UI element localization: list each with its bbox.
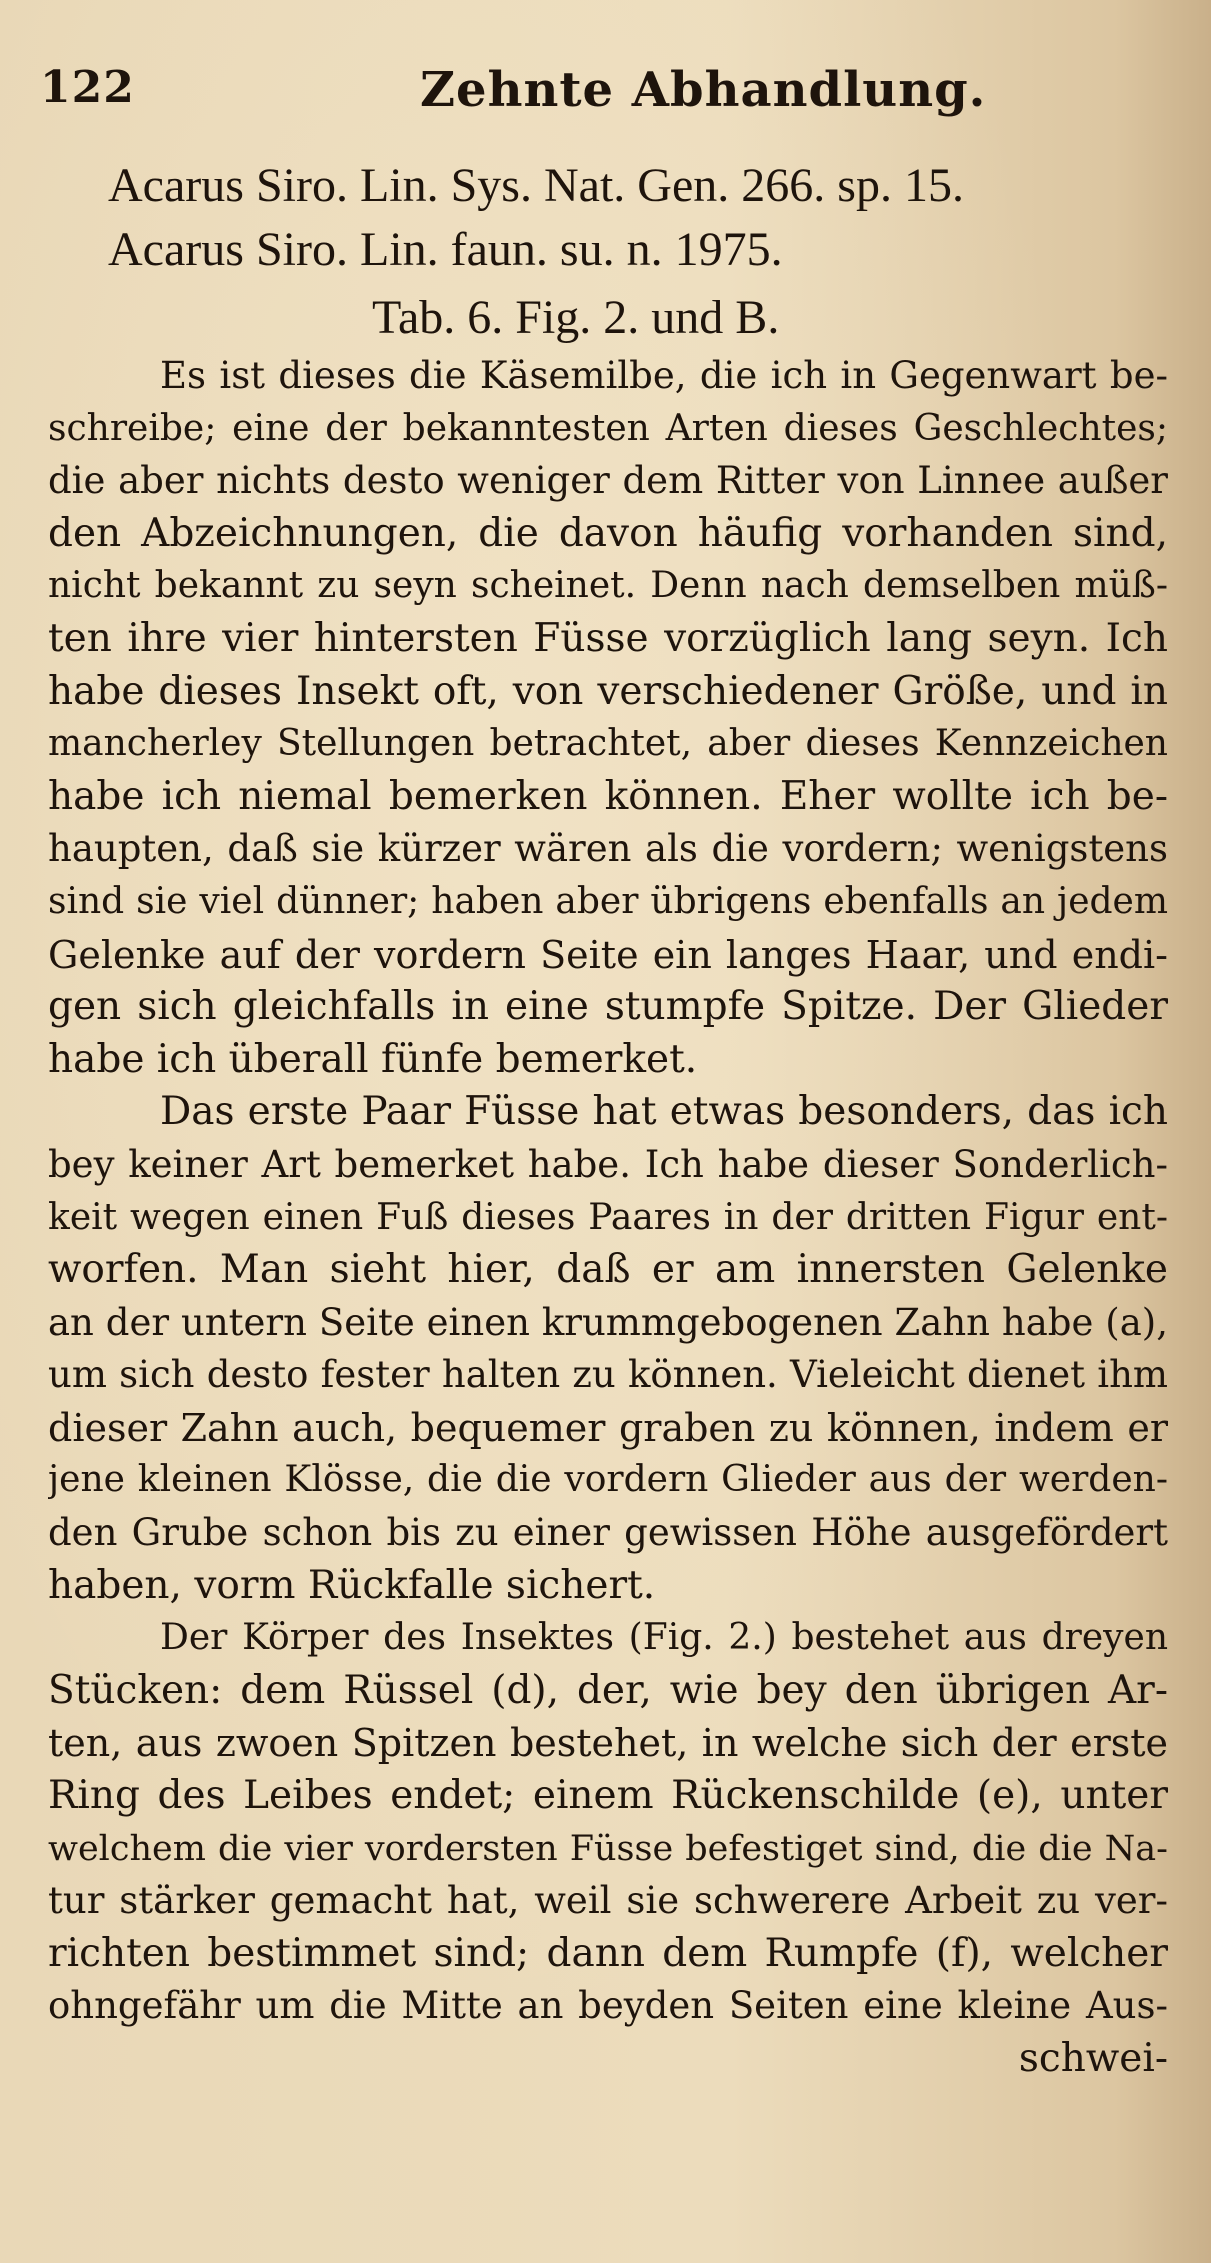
linnaeus-reference-1: Acarus Siro. Lin. Sys. Nat. Gen. 266. sp. 15. <box>108 159 964 212</box>
text-line: ten ihre vier hintersten Füsse vorzüglich lang seyn. Ich <box>48 615 1168 661</box>
linnaeus-reference-2: Acarus Siro. Lin. faun. su. n. 1975. <box>108 223 783 276</box>
text-line: den Grube schon bis zu einer gewissen Höhe ausgefördert <box>48 1511 1168 1555</box>
text-line: worfen. Man sieht hier, daß er am innersten Gelenke <box>48 1247 1168 1293</box>
text-line: Es ist dieses die Käsemilbe, die ich in Gegenwart be- <box>160 354 1168 397</box>
text-line: nicht bekannt zu seyn scheinet. Denn nach demselben müß- <box>48 565 1168 607</box>
text-line: haben, vorm Rückfalle sichert. <box>48 1562 656 1608</box>
text-line: richten bestimmet sind; dann dem Rumpfe (f), welcher <box>48 1930 1168 1976</box>
page-number: 122 <box>40 62 135 113</box>
text-line: keit wegen einen Fuß dieses Paares in der dritten Figur ent- <box>48 1196 1168 1238</box>
text-line: haupten, daß sie kürzer wären als die vordern; wenigstens <box>48 827 1168 871</box>
text-line: schreibe; eine der bekanntesten Arten dieses Geschlechtes; <box>48 407 1168 449</box>
text-line: sind sie viel dünner; haben aber übrigens ebenfalls an jedem <box>48 880 1168 922</box>
text-line: Ring des Leibes endet; einem Rückenschilde (e), unter <box>48 1773 1168 1819</box>
text-line: Das erste Paar Füsse hat etwas besonders, das ich <box>160 1089 1168 1135</box>
text-line: mancherley Stellungen betrachtet, aber dieses Kennzeichen <box>48 723 1168 765</box>
catchword: schwei- <box>1018 2036 1168 2081</box>
text-line: den Abzeichnungen, die davon häufig vorhanden sind, <box>48 510 1168 556</box>
text-line: um sich desto fester halten zu können. Vieleicht dienet ihm <box>48 1353 1168 1397</box>
text-line: ten, aus zwoen Spitzen bestehet, in welche sich der erste <box>48 1721 1168 1766</box>
running-head: Zehnte Abhandlung. <box>420 62 987 118</box>
text-line: jene kleinen Klösse, die die vordern Glieder aus der werden- <box>48 1459 1168 1501</box>
text-line: an der untern Seite einen krummgebogenen Zahn habe (a), <box>48 1300 1168 1344</box>
text-line: gen sich gleichfalls in eine stumpfe Spitze. Der Glieder <box>48 984 1168 1030</box>
page-header <box>40 62 1170 132</box>
text-line: dieser Zahn auch, bequemer graben zu können, indem er <box>48 1405 1168 1450</box>
body-text <box>48 350 1168 2086</box>
text-line: bey keiner Art bemerket habe. Ich habe dieser Sonderlich- <box>48 1142 1168 1186</box>
text-line: Gelenke auf der vordern Seite ein langes Haar, und endi- <box>48 932 1168 977</box>
text-line: die aber nichts desto weniger dem Ritter von Linnee außer <box>48 459 1168 503</box>
text-line: habe ich überall fünfe bemerket. <box>48 1036 698 1082</box>
text-line: Der Körper des Insektes (Fig. 2.) bestehet aus dreyen <box>160 1617 1168 1659</box>
plate-reference: Tab. 6. Fig. 2. und B. <box>372 291 780 344</box>
text-line: habe dieses Insekt oft, von verschiedener Größe, und in <box>48 668 1168 714</box>
text-line: ohngefähr um die Mitte an beyden Seiten eine kleine Aus- <box>48 1984 1168 2028</box>
text-line: Stücken: dem Rüssel (d), der, wie bey den übrigen Ar- <box>48 1667 1168 1713</box>
text-line: welchem die vier vordersten Füsse befestiget sind, die die Na- <box>48 1828 1168 1869</box>
text-line: habe ich niemal bemerken können. Eher wollte ich be- <box>48 773 1168 819</box>
text-line: tur stärker gemacht hat, weil sie schwerere Arbeit zu ver- <box>48 1879 1168 1923</box>
